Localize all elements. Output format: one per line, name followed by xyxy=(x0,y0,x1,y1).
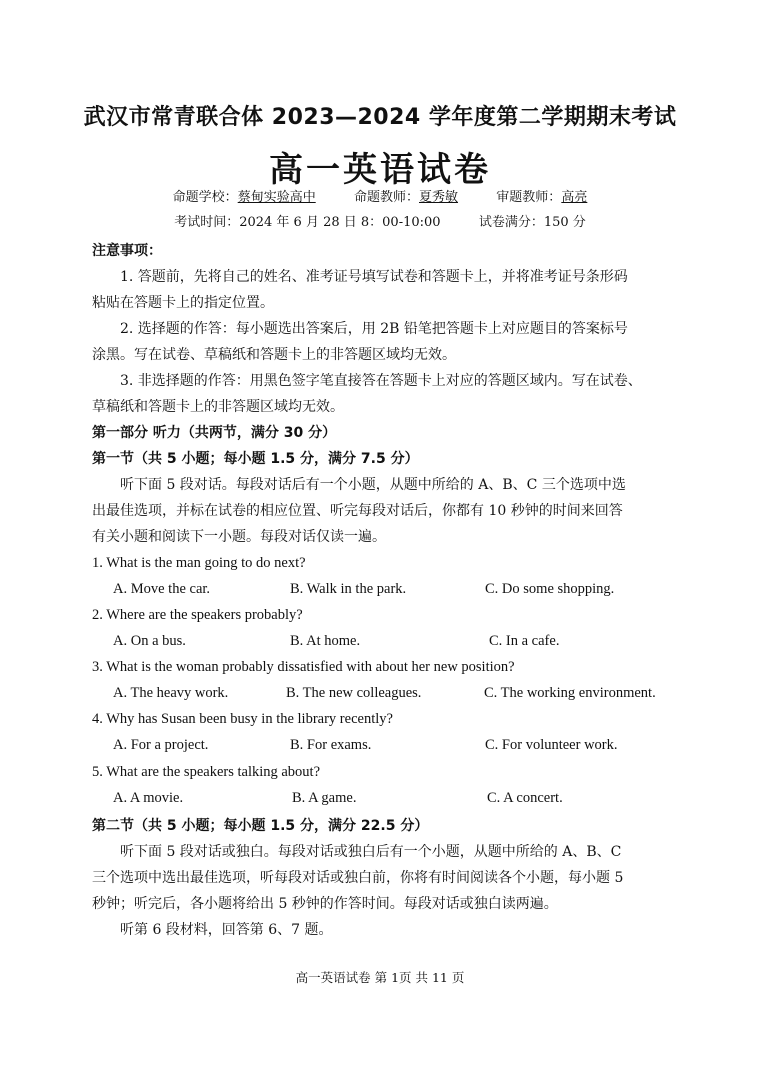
notice-line: 1. 答题前，先将自己的姓名、准考证号填写试卷和答题卡上，并将准考证号条形码 xyxy=(120,269,628,285)
section2-instruction: 听下面 5 段对话或独白。每段对话或独白后有一个小题，从题中所给的 A、B、C xyxy=(120,844,622,860)
question-3-option-c: C. The working environment. xyxy=(484,685,656,701)
question-3: 3. What is the woman probably dissatisfied with about her new position? xyxy=(92,659,515,675)
reviewer-label: 审题教师： xyxy=(496,190,562,205)
question-1: 1. What is the man going to do next? xyxy=(92,555,306,571)
section1-instruction: 听下面 5 段对话。每段对话后有一个小题，从题中所给的 A、B、C 三个选项中选 xyxy=(120,477,626,493)
section1-heading: 第一节（共 5 小题；每小题 1.5 分，满分 7.5 分） xyxy=(92,451,419,467)
notice-line: 粘贴在答题卡上的指定位置。 xyxy=(92,295,274,311)
exam-score: 试卷满分：150 分 xyxy=(478,215,586,230)
material-note: 听第 6 段材料，回答第 6、7 题。 xyxy=(120,922,333,938)
question-1-option-a: A. Move the car. xyxy=(113,581,211,597)
section2-instruction: 秒钟；听完后，各小题将给出 5 秒钟的作答时间。每段对话或独白读两遍。 xyxy=(92,896,558,912)
school-label: 命题学校： xyxy=(172,190,238,205)
question-5-option-a: A. A movie. xyxy=(113,790,184,806)
question-2: 2. Where are the speakers probably? xyxy=(92,607,303,623)
exam-subject: 高一英语试卷 xyxy=(269,150,491,190)
question-1-option-b: B. Walk in the park. xyxy=(290,581,407,597)
exam-authors xyxy=(0,186,760,205)
notice-line: 涂黑。写在试卷、草稿纸和答题卡上的非答题区域均无效。 xyxy=(92,347,456,363)
section1-instruction: 出最佳选项，并标在试卷的相应位置、听完每段对话后，你都有 10 秒钟的时间来回答 xyxy=(92,503,623,519)
exam-time: 考试时间：2024 年 6 月 28 日 8：00-10:00 xyxy=(174,215,441,230)
page-footer: 高一英语试卷 第 1页 共 11 页 xyxy=(295,970,465,985)
section1-instruction: 有关小题和阅读下一小题。每段对话仅读一遍。 xyxy=(92,529,386,545)
question-2-option-b: B. At home. xyxy=(290,633,361,649)
question-3-option-a: A. The heavy work. xyxy=(113,685,229,701)
question-4-option-c: C. For volunteer work. xyxy=(485,737,618,753)
teacher-label: 命题教师： xyxy=(353,190,419,205)
question-5-option-c: C. A concert. xyxy=(487,790,563,806)
notice-line: 3. 非选择题的作答：用黑色签字笔直接答在答题卡上对应的答题区域内。写在试卷、 xyxy=(120,373,642,389)
part1-heading: 第一部分 听力（共两节，满分 30 分） xyxy=(92,425,337,441)
question-4-option-b: B. For exams. xyxy=(290,737,372,753)
question-3-option-b: B. The new colleagues. xyxy=(286,685,422,701)
school-name: 蔡甸实验高中 xyxy=(237,190,316,205)
exam-title: 武汉市常青联合体 2023—2024 学年度第二学期期末考试 xyxy=(83,105,677,130)
section2-instruction: 三个选项中选出最佳选项，听每段对话或独白前，你将有时间阅读各个小题，每小题 5 xyxy=(92,870,624,886)
notice-line: 草稿纸和答题卡上的非答题区域均无效。 xyxy=(92,399,344,415)
question-2-option-a: A. On a bus. xyxy=(113,633,186,649)
question-1-option-c: C. Do some shopping. xyxy=(485,581,615,597)
reviewer-name: 高亮 xyxy=(561,190,588,205)
question-5-option-b: B. A game. xyxy=(292,790,357,806)
question-4-option-a: A. For a project. xyxy=(113,737,209,753)
section2-heading: 第二节（共 5 小题；每小题 1.5 分，满分 22.5 分） xyxy=(92,818,429,834)
question-2-option-c: C. In a cafe. xyxy=(489,633,560,649)
question-5: 5. What are the speakers talking about? xyxy=(92,764,321,780)
teacher-name: 夏秀敏 xyxy=(419,190,459,205)
exam-time-score xyxy=(0,211,760,230)
question-4: 4. Why has Susan been busy in the library recently? xyxy=(92,711,393,727)
notice-line: 2. 选择题的作答：每小题选出答案后，用 2B 铅笔把答题卡上对应题目的答案标号 xyxy=(120,321,628,337)
notice-heading: 注意事项： xyxy=(92,243,162,259)
